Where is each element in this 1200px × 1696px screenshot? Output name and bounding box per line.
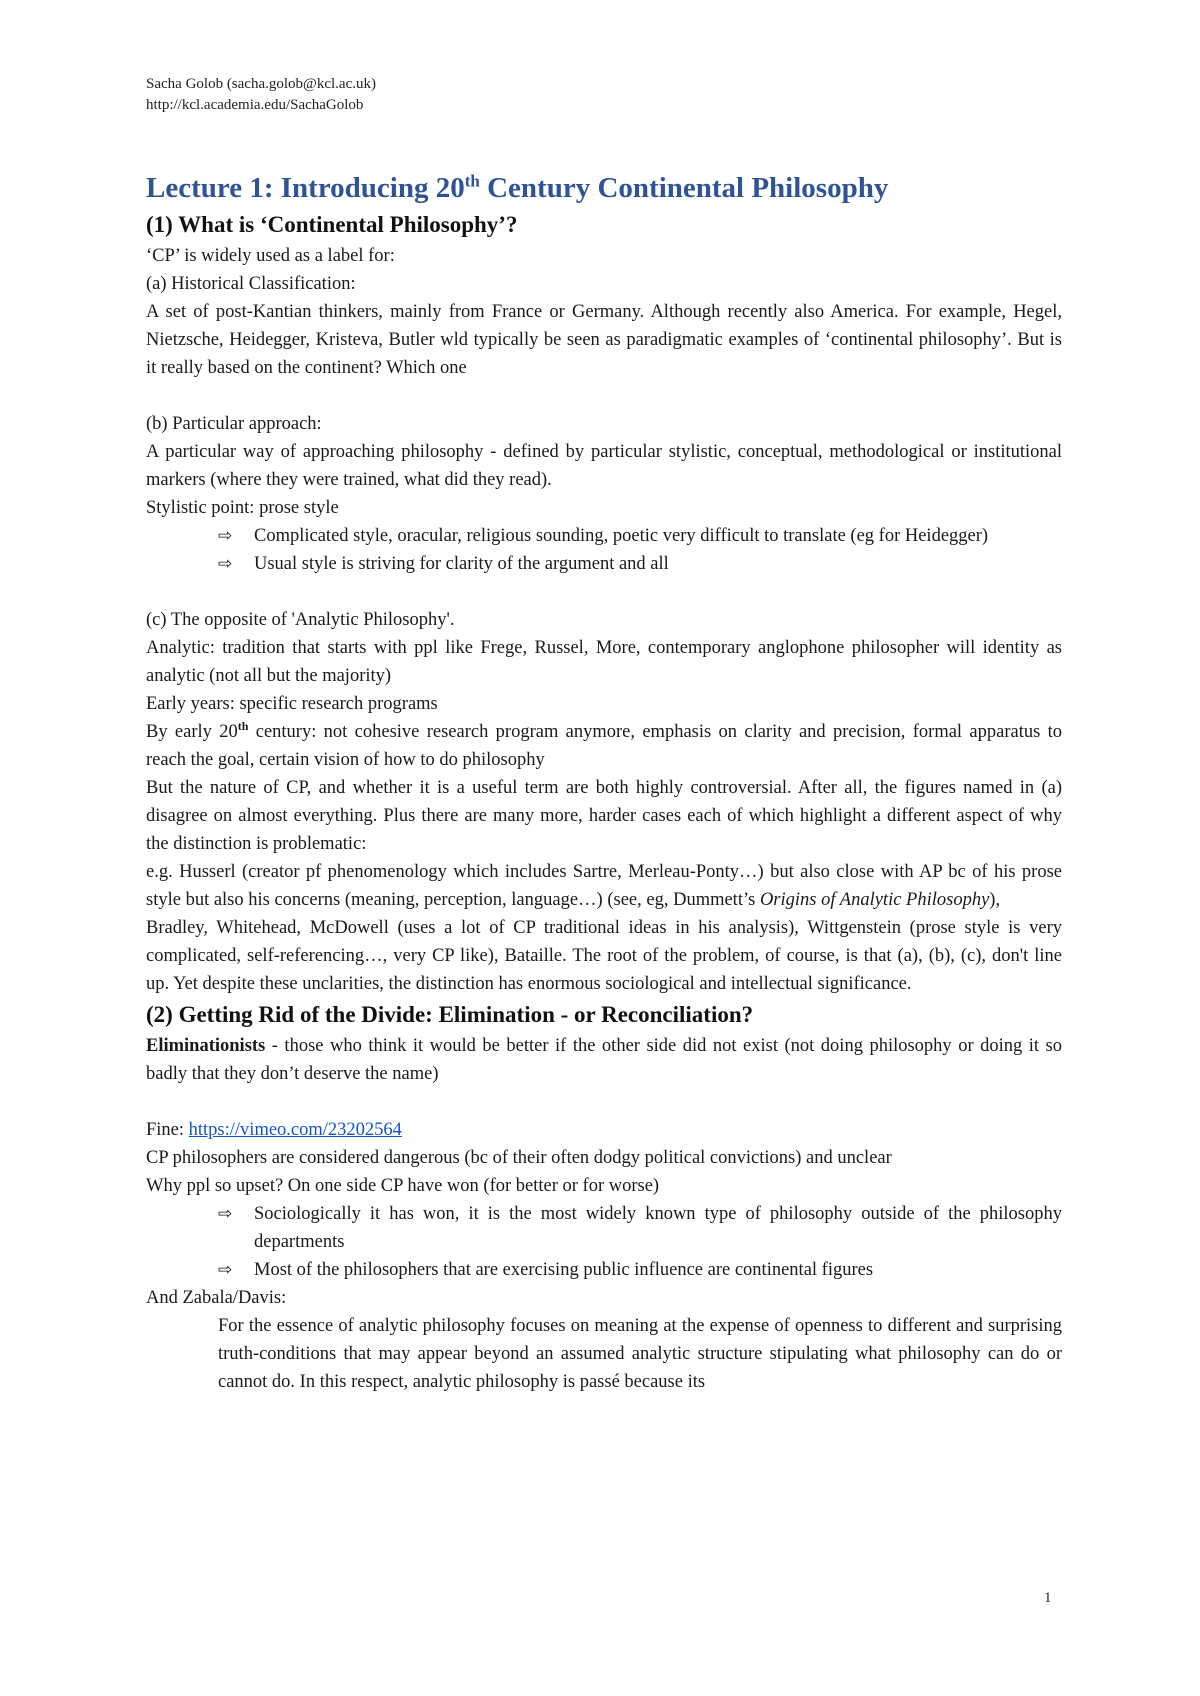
- title-sup: th: [464, 171, 480, 191]
- arrow-right-icon: ⇨: [218, 526, 233, 546]
- section2-cp-dangerous: CP philosophers are considered dangerous (bc of their often dodgy political convictions) and unclear: [146, 1148, 892, 1168]
- section1-c-early: Early years: specific research programs: [146, 694, 438, 714]
- section1-c-label: (c) The opposite of 'Analytic Philosophy'.: [146, 610, 455, 630]
- section1-b-text: A particular way of approaching philosophy - defined by particular stylistic, conceptual, methodological or institutional markers (where they were trained, what did they read).: [146, 442, 1062, 490]
- list-item: [218, 1200, 1062, 1256]
- page-content: [146, 74, 1062, 1396]
- section1-c-bradley: Bradley, Whitehead, McDowell (uses a lot of CP traditional ideas in his analysis), Wittgenstein (prose style is very complicated, self-referencing…, very CP like), Bataille. The root of the problem, of course, is that (a), (b), (c), don't line up. Yet despite these unclarities, the distinction has enormous sociological and intellectual significance.: [146, 918, 1062, 994]
- author-url: http://kcl.academia.edu/SachaGolob: [146, 97, 364, 113]
- section2-heading: (2) Getting Rid of the Divide: Elimination - or Reconciliation?: [146, 1002, 754, 1027]
- fine-label: Fine:: [146, 1120, 189, 1140]
- section1-intro: ‘CP’ is widely used as a label for:: [146, 246, 395, 266]
- section1-stylistic: Stylistic point: prose style: [146, 498, 339, 518]
- arrow-right-icon: ⇨: [218, 1204, 233, 1224]
- section2-zabala: And Zabala/Davis:: [146, 1288, 287, 1308]
- vimeo-link[interactable]: https://vimeo.com/23202564: [188, 1120, 402, 1140]
- by-early-pre: By early 20: [146, 722, 238, 742]
- section2-fine: [146, 1116, 1062, 1144]
- title-post: Century Continental Philosophy: [479, 172, 889, 204]
- list-item: [218, 1256, 1062, 1284]
- by-early-sup: th: [237, 718, 249, 733]
- section2-quote: For the essence of analytic philosophy focuses on meaning at the expense of openness to different and surprising truth-conditions that may appear beyond an assumed analytic structure stipulating what philosophy can do or cannot do. In this respect, analytic philosophy is passé because its: [218, 1316, 1062, 1392]
- section1-c-analytic: Analytic: tradition that starts with ppl like Frege, Russel, More, contemporary anglophone philosopher will identity as analytic (not all but the majority): [146, 638, 1062, 686]
- list-item: [218, 550, 1062, 578]
- by-early-post: century: not cohesive research program anymore, emphasis on clarity and precision, formal apparatus to reach the goal, certain vision of how to do philosophy: [146, 722, 1063, 770]
- bullet-text: Usual style is striving for clarity of the argument and all: [254, 554, 669, 574]
- section2-elim: [146, 1032, 1062, 1088]
- elim-text: - those who think it would be better if the other side did not exist (not doing philosophy or doing it so badly that they don’t deserve the name): [146, 1036, 1062, 1084]
- spacer: [146, 578, 1062, 606]
- bullet-text: Most of the philosophers that are exercising public influence are continental figures: [254, 1260, 874, 1280]
- arrow-right-icon: ⇨: [218, 1260, 233, 1280]
- spacer: [146, 1088, 1062, 1116]
- eg-post: ),: [989, 890, 1001, 910]
- author-line: Sacha Golob (sacha.golob@kcl.ac.uk): [146, 76, 376, 92]
- title-pre: Lecture 1: Introducing 20: [146, 172, 465, 204]
- section2-why-upset: Why ppl so upset? On one side CP have won (for better or for worse): [146, 1176, 660, 1196]
- elim-bold: Eliminationists: [146, 1036, 266, 1056]
- section1-c-nature: But the nature of CP, and whether it is a useful term are both highly controversial. After all, the figures named in (a) disagree on almost everything. Plus there are many more, harder cases each of which highlight a different aspect of why the distinction is problematic:: [146, 778, 1062, 854]
- page-number: 1: [1044, 1590, 1052, 1606]
- section1-c-by-early: [146, 718, 1062, 774]
- bullet-text: Complicated style, oracular, religious sounding, poetic very difficult to translate (eg for Heidegger): [254, 526, 989, 546]
- section1-c-eg: [146, 858, 1062, 914]
- section1-a-text: A set of post-Kantian thinkers, mainly from France or Germany. Although recently also America. For example, Hegel, Nietzsche, Heidegger, Kristeva, Butler wld typically be seen as paradigmatic examples of ‘continental philosophy’. But is it really based on the continent? Which one: [146, 302, 1062, 378]
- section2-bullet-list: [146, 1200, 1062, 1284]
- section1-bullet-list: [146, 522, 1062, 578]
- lecture-title: [146, 168, 1062, 208]
- eg-italic-title: Origins of Analytic Philosophy: [759, 890, 990, 910]
- section1-a-label: (a) Historical Classification:: [146, 274, 356, 294]
- section1-heading: (1) What is ‘Continental Philosophy’?: [146, 212, 518, 237]
- list-item: [218, 522, 1062, 550]
- eg-pre: e.g. Husserl (creator pf phenomenology which includes Sartre, Merleau-Ponty…) but also close with AP bc of his prose style but also his concerns (meaning, perception, language…) (see, eg, Dummett’s: [146, 862, 1062, 910]
- spacer: [146, 382, 1062, 410]
- bullet-text: Sociologically it has won, it is the most widely known type of philosophy outside of the philosophy departments: [254, 1204, 1062, 1252]
- section1-b-label: (b) Particular approach:: [146, 414, 322, 434]
- arrow-right-icon: ⇨: [218, 554, 233, 574]
